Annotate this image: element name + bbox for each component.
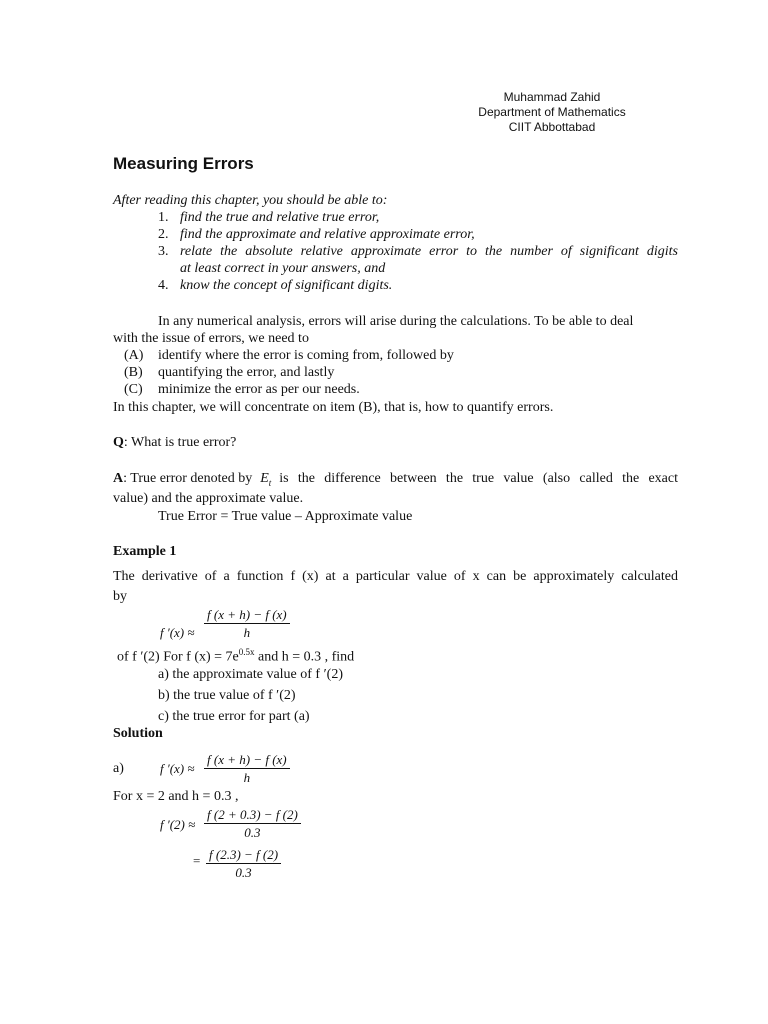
question — [113, 435, 236, 451]
step-label-c: (C) — [124, 382, 143, 397]
solution-lhs-2: f ′(2) ≈ — [160, 817, 196, 832]
example-lhs: f ′(x) ≈ — [160, 625, 195, 640]
answer-line-2: value) and the approximate value. — [113, 491, 304, 506]
error-subscript: t — [268, 477, 272, 488]
paragraph-line-2: with the issue of errors, we need to — [113, 331, 309, 346]
department: Department of Mathematics — [478, 105, 626, 119]
step-label-b: (B) — [124, 365, 143, 380]
solution-a-label: a) — [113, 761, 124, 776]
q-text: : What is true error? — [123, 435, 237, 450]
a-text-2: is the difference between the true value (also called the exact — [279, 471, 678, 486]
example-denominator: h — [243, 625, 251, 640]
example-numerator: f (x + h) − f (x) — [204, 606, 290, 624]
of-sup: 0.5x — [238, 647, 255, 657]
step-text-a: identify where the error is coming from, followed by — [158, 348, 454, 363]
objective-num-4: 4. — [158, 278, 169, 293]
objective-num-2: 2. — [158, 227, 169, 242]
error-symbol: E — [260, 471, 269, 486]
objective-num-1: 1. — [158, 210, 169, 225]
step-label-a: (A) — [124, 348, 144, 363]
solution-denominator: h — [243, 770, 251, 785]
solution-fraction-2 — [204, 806, 301, 841]
solution-for-line: For x = 2 and h = 0.3 , — [113, 789, 239, 804]
of-line-b: and h = 0.3 , find — [254, 649, 355, 665]
example-line-2: by — [113, 589, 127, 604]
example-part-a: a) the approximate value of f ′(2) — [158, 667, 343, 682]
author-name: Muhammad Zahid — [503, 90, 601, 104]
example-title: Example 1 — [113, 544, 177, 559]
solution-denominator-3: 0.3 — [235, 865, 252, 880]
solution-numerator-2: f (2 + 0.3) − f (2) — [204, 806, 301, 824]
a-label: A — [113, 471, 124, 486]
q-label: Q — [113, 435, 124, 450]
solution-fraction-3 — [206, 846, 281, 881]
step-text-b: quantifying the error, and lastly — [158, 365, 335, 380]
solution-lhs: f ′(x) ≈ — [160, 761, 195, 776]
page-title: Measuring Errors — [113, 154, 254, 173]
solution-fraction — [204, 751, 290, 786]
example-fraction — [204, 606, 290, 641]
objective-num-3: 3. — [158, 244, 169, 259]
objective-3: relate the absolute relative approximate error to the number of significant digits — [180, 244, 678, 259]
solution-numerator: f (x + h) − f (x) — [204, 751, 290, 769]
institution: CIIT Abbottabad — [508, 120, 596, 134]
solution-denominator-2: 0.3 — [244, 825, 261, 840]
answer-line-1 — [113, 471, 678, 488]
true-error-formula: True Error = True value – Approximate value — [158, 509, 413, 524]
objective-1: find the true and relative true error, — [180, 210, 380, 225]
example-part-b: b) the true value of f ′(2) — [158, 688, 296, 703]
solution-eq: = — [193, 853, 201, 868]
example-line-1: The derivative of a function f (x) at a particular value of x can be approximately calculated — [113, 569, 678, 584]
objective-2: find the approximate and relative approximate error, — [180, 227, 475, 242]
paragraph-closing: In this chapter, we will concentrate on item (B), that is, how to quantify errors. — [113, 400, 554, 415]
example-of-line — [117, 647, 354, 666]
objective-3-cont: at least correct in your answers, and — [180, 261, 386, 276]
step-text-c: minimize the error as per our needs. — [158, 382, 360, 397]
solution-title: Solution — [113, 726, 163, 741]
objective-4: know the concept of significant digits. — [180, 278, 393, 293]
a-text-1: : True error denoted by — [123, 471, 253, 486]
paragraph-line-1: In any numerical analysis, errors will arise during the calculations. To be able to deal — [158, 314, 634, 329]
solution-numerator-3: f (2.3) − f (2) — [206, 846, 281, 864]
objectives-intro: After reading this chapter, you should be able to: — [113, 193, 388, 208]
of-line-a: of f ′(2) For f (x) = 7e — [117, 649, 239, 665]
true-error-symbol — [260, 471, 271, 488]
example-part-c: c) the true error for part (a) — [158, 709, 310, 724]
